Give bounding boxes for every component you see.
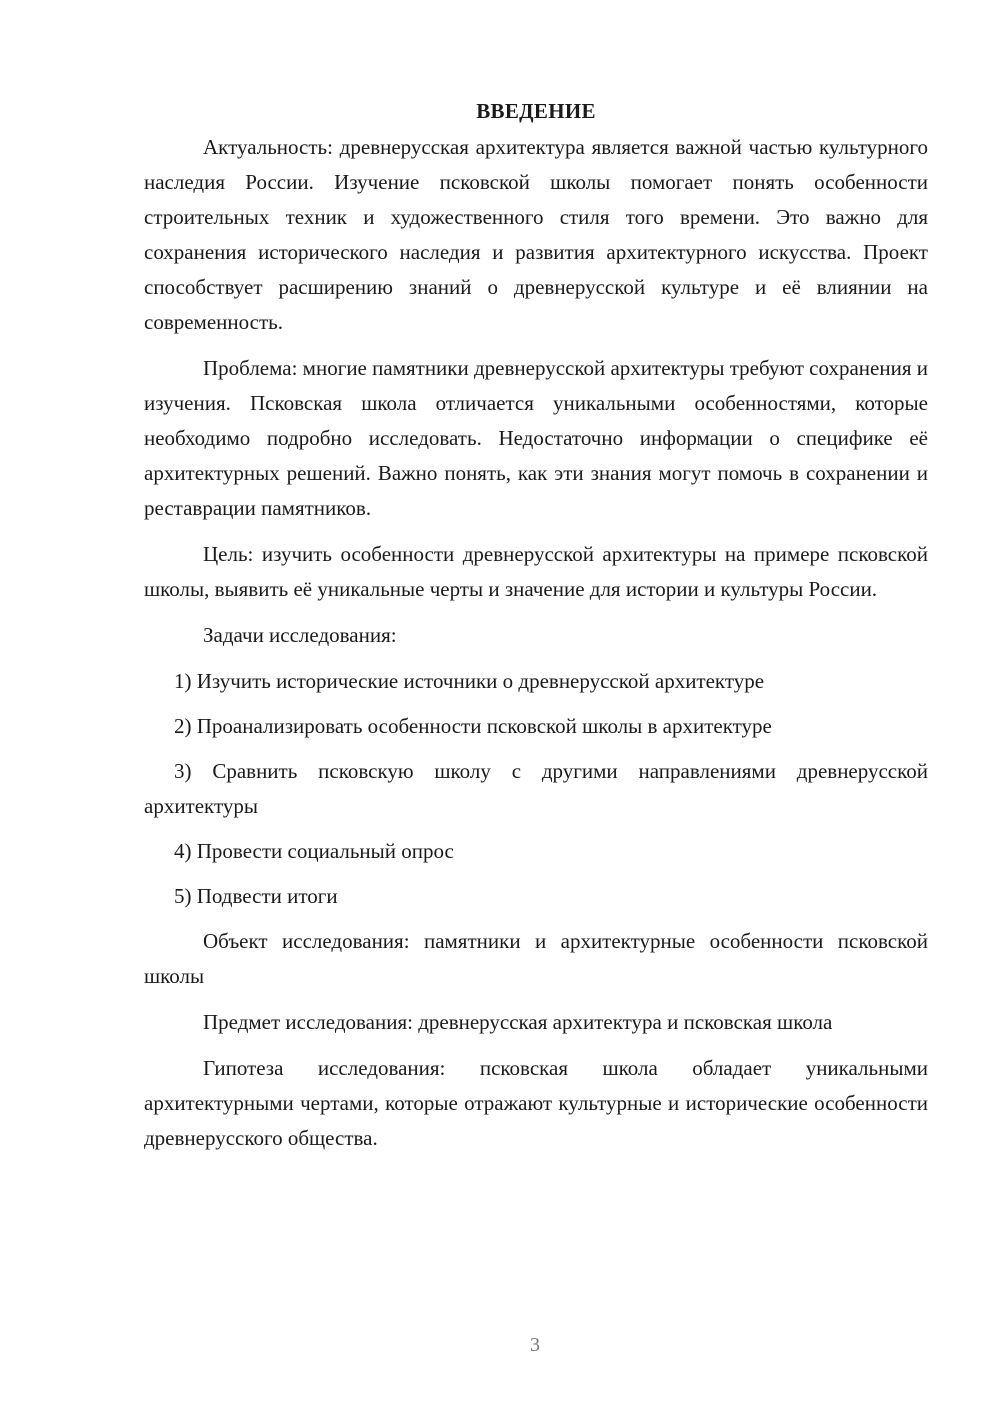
problem-paragraph: Проблема: многие памятники древнерусской архитектуры требуют сохранения и изучения. Псковская школа отличается уникальными особенностями, которые необходимо подробно исследовать. Недостаточно информации о специфике её архитектурных решений. Важно понять, как эти знания могут помочь в сохранении и реставрации памятников. bbox=[144, 356, 928, 520]
goal-paragraph: Цель: изучить особенности древнерусской архитектуры на примере псковской школы, выявить её уникальные черты и значение для истории и культуры России. bbox=[144, 542, 928, 601]
page-title: ВВЕДЕНИЕ bbox=[476, 99, 596, 123]
list-item: 3) Сравнить псковскую школу с другими направлениями древнерусской архитектуры bbox=[144, 759, 928, 818]
tasks-heading: Задачи исследования: bbox=[203, 623, 397, 647]
list-item: 4) Провести социальный опрос bbox=[174, 839, 454, 863]
list-item: 5) Подвести итоги bbox=[174, 884, 338, 908]
page-number: 3 bbox=[530, 1334, 540, 1356]
tasks-list bbox=[144, 664, 928, 914]
document-body bbox=[144, 96, 928, 1167]
hypothesis-paragraph: Гипотеза исследования: псковская школа обладает уникальными архитектурными чертами, которые отражают культурные и исторические особенности древнерусского общества. bbox=[144, 1056, 928, 1150]
relevance-paragraph: Актуальность: древнерусская архитектура является важной частью культурного наследия России. Изучение псковской школы помогает понять особенности строительных техник и художественного стиля того времени. Это важно для сохранения исторического наследия и развития архитектурного искусства. Проект способствует расширению знаний о древнерусской культуре и её влиянии на современность. bbox=[144, 135, 928, 334]
object-paragraph: Объект исследования: памятники и архитектурные особенности псковской школы bbox=[144, 929, 928, 988]
list-item: 2) Проанализировать особенности псковской школы в архитектуре bbox=[174, 714, 772, 738]
subject-paragraph: Предмет исследования: древнерусская архитектура и псковская школа bbox=[203, 1010, 833, 1034]
list-item: 1) Изучить исторические источники о древнерусской архитектуре bbox=[174, 669, 765, 693]
